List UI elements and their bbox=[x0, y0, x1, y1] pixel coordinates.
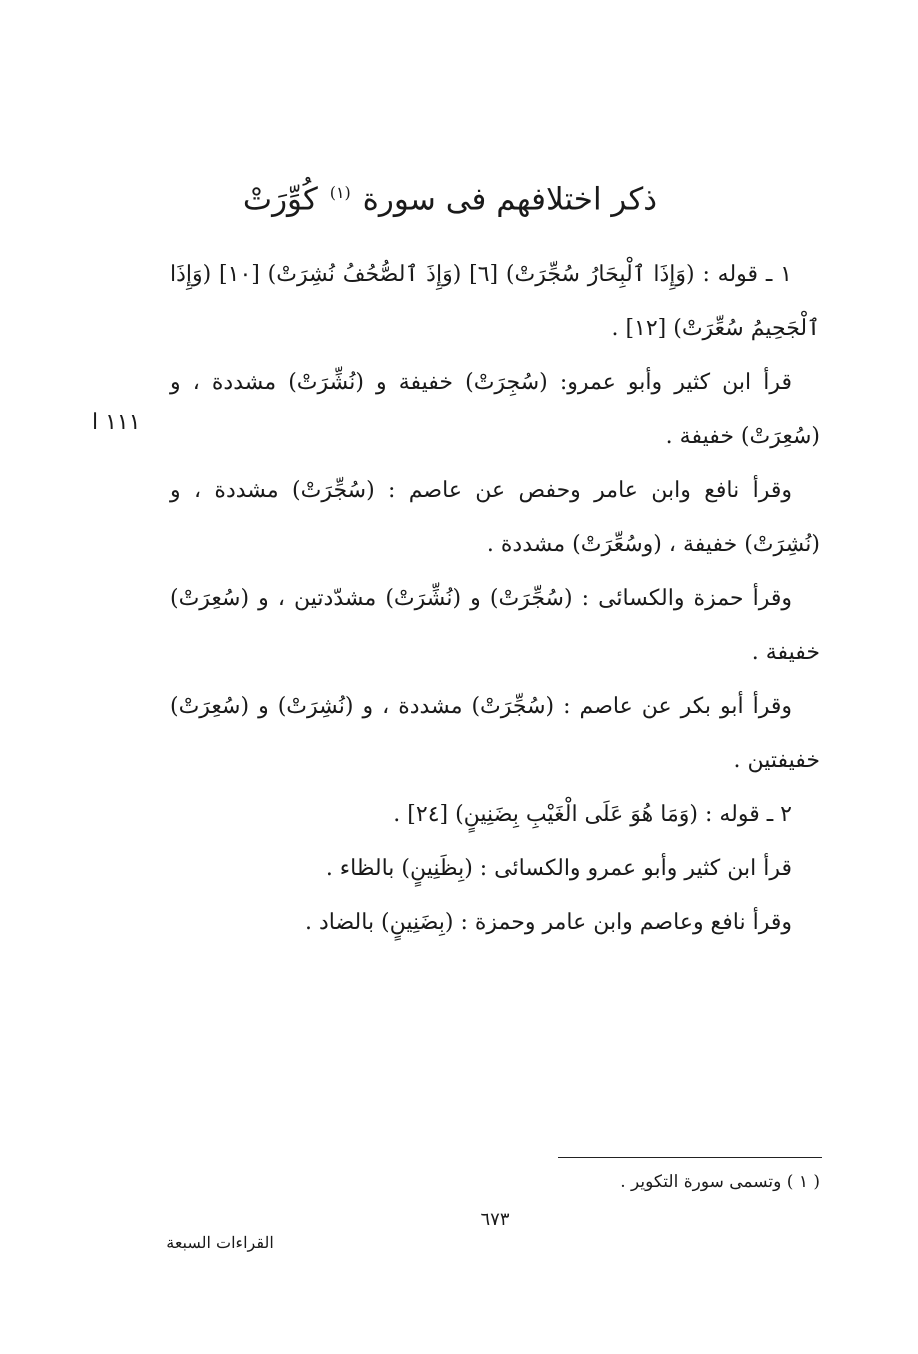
paragraph-reading-nafi: وقرأ نافع وابن عامر وحفص عن عاصم : (سُجِّرَتْ) مشددة ، و (نُشِرَتْ) خفيفة ، (وسُعِّرَتْ) مشددة . bbox=[170, 478, 820, 557]
paragraph-verse-2: ٢ ـ قوله : (وَمَا هُوَ عَلَى الْغَيْبِ بِضَنِينٍ) [٢٤] . bbox=[393, 802, 792, 827]
paragraph-reading-dad: وقرأ نافع وعاصم وابن عامر وحمزة : (بِضَنِينٍ) بالضاد . bbox=[304, 910, 792, 935]
paragraph-reading-ibn-kathir: قرأ ابن كثير وأبو عمرو: (سُجِرَتْ) خفيفة و (نُشِّرَتْ) مشددة ، و (سُعِرَتْ) خفيفة . bbox=[170, 370, 820, 449]
paragraph-reading-hamza: وقرأ حمزة والكسائى : (سُجِّرَتْ) و (نُشِّرَتْ) مشدّدتين ، و (سُعِرَتْ) خفيفة . bbox=[170, 586, 820, 665]
page-number: ٦٧٣ bbox=[480, 1209, 510, 1230]
footnote-divider bbox=[558, 1157, 822, 1158]
body-text bbox=[170, 248, 820, 950]
margin-reference: ١١١ ا bbox=[92, 410, 141, 435]
chapter-heading bbox=[200, 168, 700, 224]
footnote: ( ١ ) وتسمى سورة التكوير . bbox=[620, 1172, 820, 1192]
paragraph-reading-dha: قرأ ابن كثير وأبو عمرو والكسائى : (بِظَنِينٍ) بالظاء . bbox=[325, 856, 792, 881]
heading-text: ذكر اختلافهم فى سورة bbox=[362, 181, 658, 218]
heading-sura-name: كُوِّرَتْ bbox=[242, 181, 318, 218]
paragraph-reading-abu-bakr: وقرأ أبو بكر عن عاصم : (سُجِّرَتْ) مشددة ، و (نُشِرَتْ) و (سُعِرَتْ) خفيفتين . bbox=[170, 694, 820, 773]
running-footer: القراءات السبعة bbox=[166, 1233, 274, 1252]
heading-footnote-marker: (١) bbox=[329, 183, 351, 202]
paragraph-verse-1: ١ ـ قوله : (وَإِذَا ٱلْبِحَارُ سُجِّرَتْ) [٦] (وَإِذَ ٱلصُّحُفُ نُشِرَتْ) [١٠] (وَإِذَا ٱلْجَحِيمُ سُعِّرَتْ) [١٢] . bbox=[170, 262, 820, 341]
